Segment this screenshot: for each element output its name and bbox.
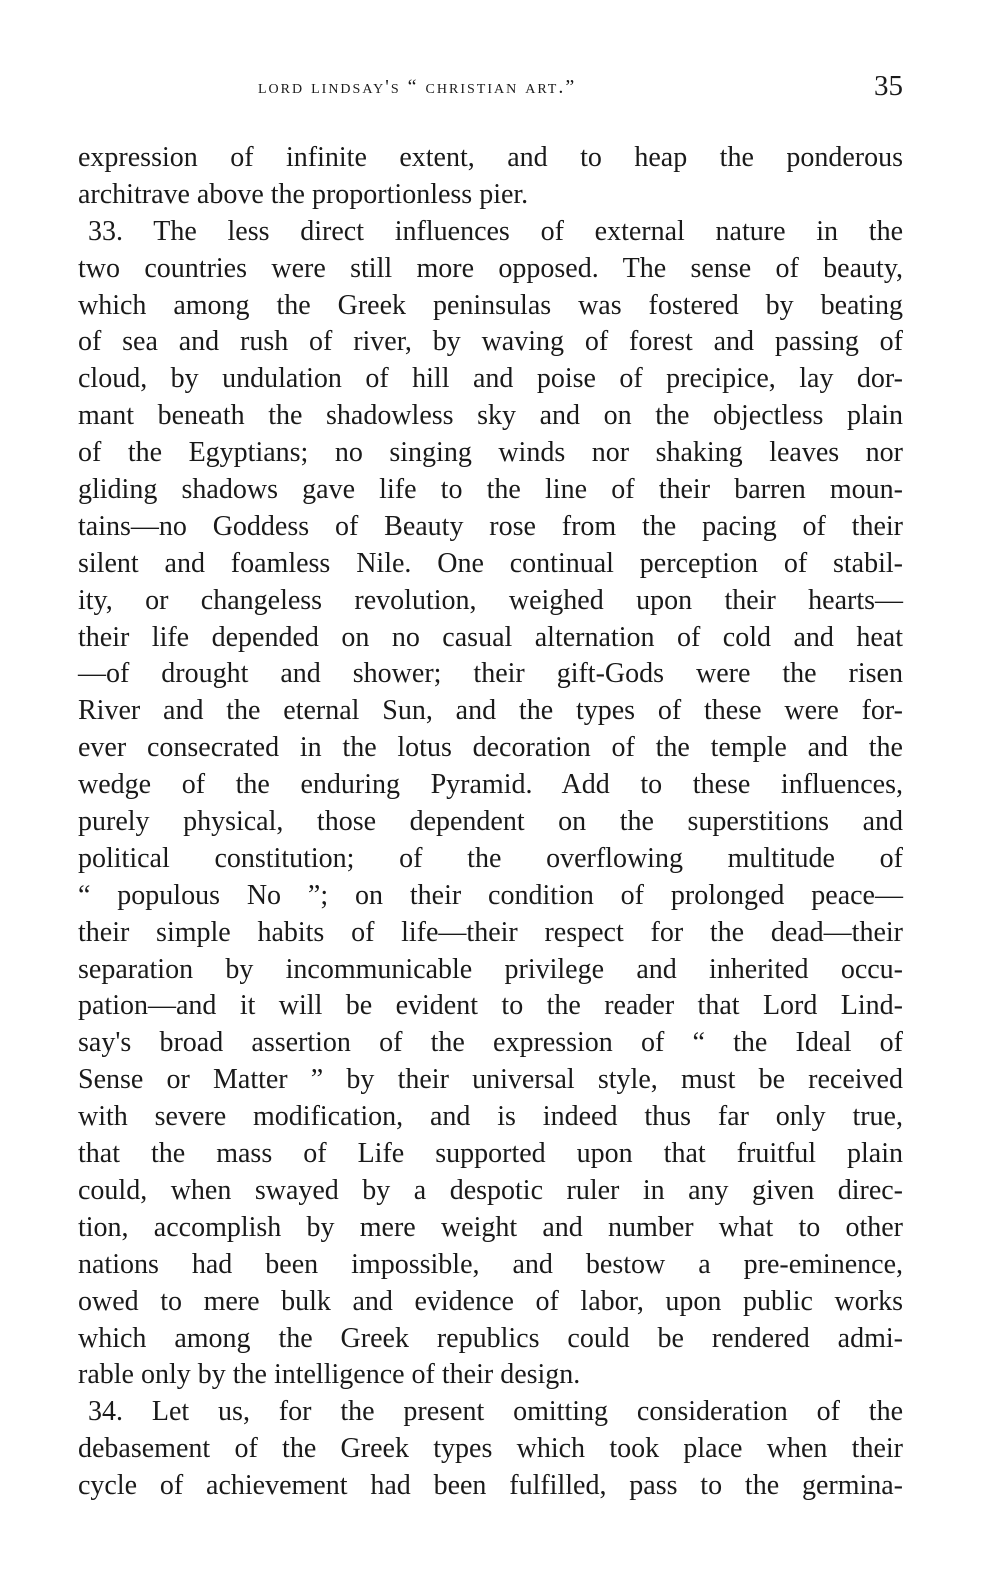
text-line: Sense or Matter ” by their universal style, must be received: [78, 1064, 903, 1096]
text-line: —of drought and shower; their gift-Gods were the risen: [78, 658, 903, 690]
text-line: their life depended on no casual alternation of cold and heat: [78, 621, 903, 653]
page-header: [78, 70, 903, 110]
text-line: mant beneath the shadowless sky and on the objectless plain: [78, 400, 903, 432]
text-line: say's broad assertion of the expression of “ the Ideal of: [78, 1027, 903, 1059]
text-line: wedge of the enduring Pyramid. Add to these influences,: [78, 769, 903, 801]
text-line: ity, or changeless revolution, weighed upon their hearts—: [78, 584, 903, 616]
text-line: of the Egyptians; no singing winds nor shaking leaves nor: [78, 437, 903, 469]
text-line: expression of infinite extent, and to heap the ponderous: [78, 142, 903, 173]
text-line: which among the Greek republics could be rendered admi-: [78, 1322, 903, 1354]
text-line: two countries were still more opposed. The sense of beauty,: [78, 252, 903, 284]
text-line: silent and foamless Nile. One continual perception of stabil-: [78, 547, 903, 579]
running-title: lord lindsay's “ christian art.”: [258, 76, 577, 98]
body-text: [78, 140, 903, 1505]
text-line: pation—and it will be evident to the reader that Lord Lind-: [78, 990, 903, 1022]
text-line: with severe modification, and is indeed thus far only true,: [78, 1101, 903, 1133]
text-line: cloud, by undulation of hill and poise of precipice, lay dor-: [78, 363, 903, 395]
text-line: River and the eternal Sun, and the types of these were for-: [78, 695, 903, 727]
text-line: owed to mere bulk and evidence of labor, upon public works: [78, 1285, 903, 1317]
page-number: 35: [874, 70, 903, 102]
text-line: of sea and rush of river, by waving of forest and passing of: [78, 326, 903, 358]
text-line: which among the Greek peninsulas was fostered by beating: [78, 289, 903, 321]
text-line: political constitution; of the overflowing multitude of: [78, 842, 903, 874]
text-line: debasement of the Greek types which took place when their: [78, 1433, 903, 1465]
text-line: “ populous No ”; on their condition of prolonged peace—: [78, 879, 903, 911]
text-line: 33. The less direct influences of external nature in the: [88, 215, 903, 247]
text-line: their simple habits of life—their respect for the dead—their: [78, 916, 903, 948]
text-line: purely physical, those dependent on the superstitions and: [78, 806, 903, 838]
text-line: gliding shadows gave life to the line of their barren moun-: [78, 474, 903, 506]
text-line: that the mass of Life supported upon that fruitful plain: [78, 1138, 903, 1170]
text-line: tains—no Goddess of Beauty rose from the pacing of their: [78, 510, 903, 542]
text-line: architrave above the proportionless pier.: [78, 178, 529, 210]
text-line: could, when swayed by a despotic ruler in any given direc-: [78, 1174, 903, 1206]
text-line: rable only by the intelligence of their design.: [78, 1359, 581, 1391]
text-line: nations had been impossible, and bestow a pre-eminence,: [78, 1248, 903, 1280]
text-line: 34. Let us, for the present omitting consideration of the: [88, 1396, 903, 1428]
text-line: separation by incommunicable privilege and inherited occu-: [78, 953, 903, 985]
text-line: cycle of achievement had been fulfilled, pass to the germina-: [78, 1470, 903, 1502]
text-line: tion, accomplish by mere weight and number what to other: [78, 1211, 903, 1243]
text-line: ever consecrated in the lotus decoration of the temple and the: [78, 732, 903, 764]
